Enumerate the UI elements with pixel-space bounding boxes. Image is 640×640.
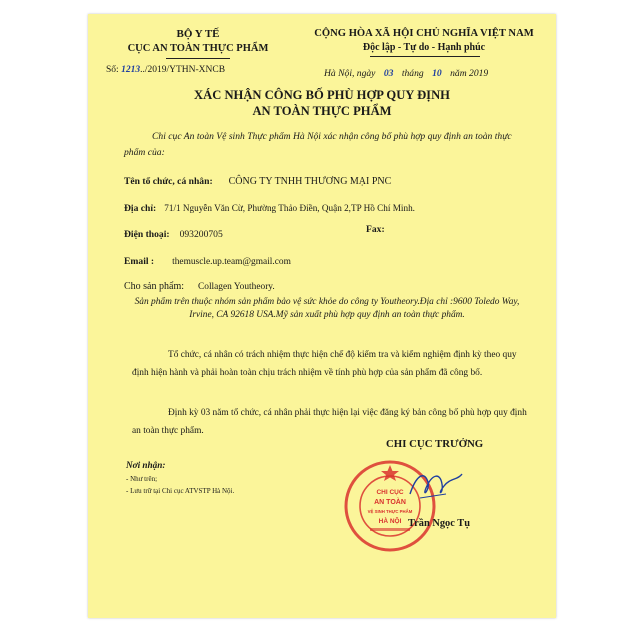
organization-row <box>124 171 391 189</box>
number-prefix: Số: <box>106 65 119 75</box>
address-row <box>124 198 415 216</box>
recipient-item: - Lưu trữ tại Chi cục ATVSTP Hà Nội. <box>126 487 235 495</box>
document-page <box>88 14 556 618</box>
email-value: themuscle.up.team@gmail.com <box>172 257 291 267</box>
ministry-name: BỘ Y TẾ <box>176 28 220 40</box>
intro-paragraph: Chi cục An toàn Vệ sinh Thực phẩm Hà Nội xác nhận công bố phù hợp quy định an toàn thực phẩm của: <box>124 131 512 158</box>
fax-label: Fax: <box>366 224 385 235</box>
product-label: Cho sản phẩm: <box>124 281 184 292</box>
phone-row <box>124 224 223 242</box>
stamp-line-1: CHI CỤC <box>376 489 404 496</box>
document-title: XÁC NHẬN CÔNG BỐ PHÙ HỢP QUY ĐỊNH <box>194 88 450 102</box>
signer-title: CHI CỤC TRƯỞNG <box>386 438 484 450</box>
product-value: Collagen Youtheory. <box>198 282 275 292</box>
address-value: 71/1 Nguyễn Văn Cừ, Phường Thảo Điền, Quận 2,TP Hồ Chí Minh. <box>164 203 415 213</box>
department-underline <box>166 58 230 59</box>
date-year: năm 2019 <box>450 68 489 79</box>
email-row <box>124 251 291 269</box>
responsibility-paragraph: Tổ chức, cá nhân có trách nhiệm thực hiện chế độ kiểm tra và kiểm nghiệm định kỳ theo quy định hiện hành và phải hoàn toàn chịu trách nhiệm về tính phù hợp của sản phẩm đã công bố. <box>132 350 517 378</box>
organization-label: Tên tổ chức, cá nhân: <box>124 176 213 187</box>
date-month: 10 <box>432 68 442 79</box>
stamp-line-2: AN TOÀN <box>374 499 406 506</box>
number-handwritten: 1213 <box>121 65 141 75</box>
stamp-line-4: HÀ NỘI <box>378 518 402 525</box>
renewal-paragraph: Định kỳ 03 năm tổ chức, cá nhân phải thực hiện lại việc đăng ký bản công bố phù hợp quy định an toàn thực phẩm. <box>132 408 527 436</box>
recipients-label: Nơi nhận: <box>126 460 166 470</box>
department-name: CỤC AN TOÀN THỰC PHẨM <box>127 43 269 54</box>
document-subtitle: AN TOÀN THỰC PHẨM <box>252 104 392 118</box>
date-month-label: tháng <box>401 68 424 79</box>
date-day: 03 <box>383 68 394 79</box>
phone-label: Điện thoại: <box>124 229 170 240</box>
product-row <box>124 276 275 294</box>
phone-value: 093200705 <box>179 229 223 240</box>
national-motto: Độc lập - Tự do - Hạnh phúc <box>362 42 486 53</box>
document-number <box>106 65 225 75</box>
recipient-item: - Như trên; <box>126 475 158 483</box>
motto-underline <box>370 56 480 57</box>
date-prefix: Hà Nội, ngày <box>324 68 376 79</box>
organization-value: CÔNG TY TNHH THƯƠNG MẠI PNC <box>228 176 392 187</box>
stamp-line-3: VỆ SINH THỰC PHẨM <box>367 509 413 514</box>
country-name: CỘNG HÒA XÃ HỘI CHỦ NGHĨA VIỆT NAM <box>314 28 534 39</box>
email-label: Email : <box>124 256 155 267</box>
handwritten-signature <box>406 464 466 504</box>
issue-date <box>324 68 488 79</box>
product-note: Sản phẩm trên thuộc nhóm sản phẩm bảo vệ sức khỏe do công ty Youtheory.Địa chỉ :9600 Toledo Way, Irvine, CA 92618 USA.Mỹ sản xuất phù hợp quy định an toàn thực phẩm. <box>134 297 520 320</box>
signer-name: Trần Ngọc Tụ <box>408 518 470 529</box>
address-label: Địa chỉ: <box>124 203 157 214</box>
number-suffix: ../2019/YTHN-XNCB <box>140 65 226 75</box>
